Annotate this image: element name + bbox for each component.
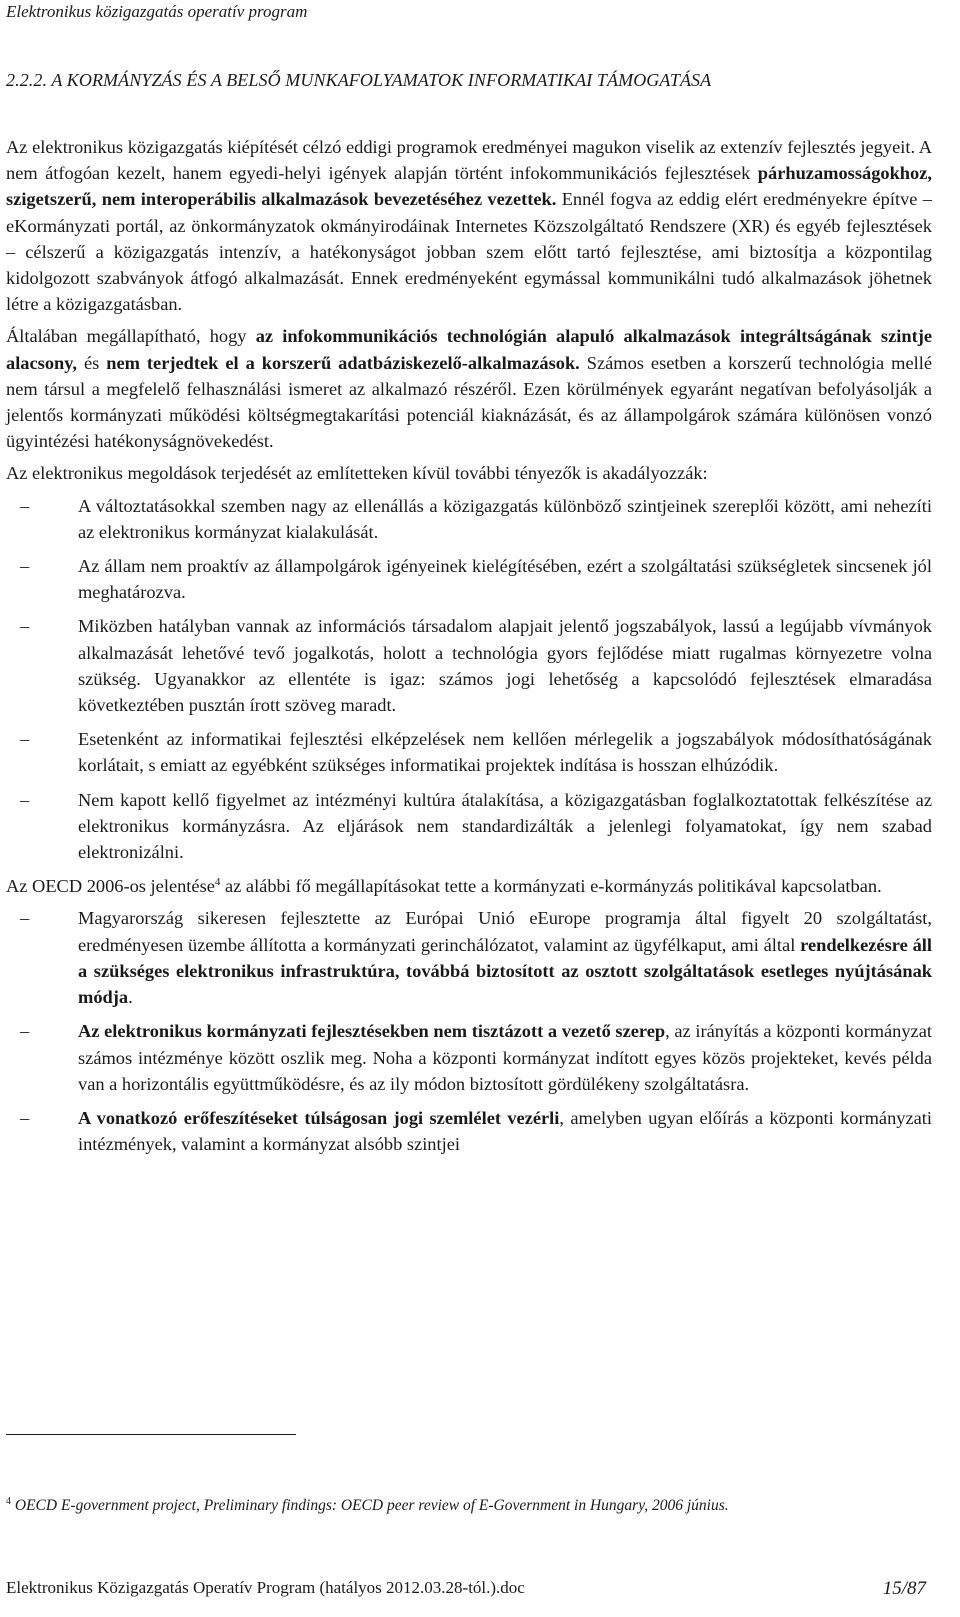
text-run: Az elektronikus közigazgatás kiépítését célzó eddigi programok eredményei magukon viselik az extenzív fejlesztés jegyeit. A nem átfogóan kezelt, hanem egyedi-helyi igények alapján történt infokommunikációs fejlesztések <box>6 137 932 184</box>
list-item-text: Miközben hatályban vannak az információs társadalom alapjait jelentő jogszabályok, lassú a legújabb vívmányok alkalmazását lehetővé tevő jogalkotás, holott a technológia gyors fejlődése miatt rugalmas környezetre volna szükség. Ugyanakkor az ellentéte is igaz: számos jogi lehetőség a kapcsolódó fejlesztések elmaradása következtében pusztán írott szöveg maradt. <box>78 616 932 716</box>
list-item <box>6 1105 932 1157</box>
paragraph-4 <box>6 873 932 899</box>
dash-bullet: – <box>20 908 30 929</box>
emphasis-run: az infokommunikációs technológián alapuló alkalmazások integráltságának szintje alacsony, <box>6 326 932 373</box>
text-run: Ennél fogva az eddig elért eredményekre építve – eKormányzati portál, az önkormányzatok okmányirodáinak Internetes Közszolgáltató Rendszere (XR) és egyéb fejlesztések – célszerű a közigazgatás intenzív, a hatékonyságot jobban szem előtt tartó fejlesztése, ami biztosítja a központilag kidolgozott szabványok átfogó alkalmazását. Ennek eredményeként egymással kommunikálni tudó alkalmazások jöhetnek létre a közigazgatásban. <box>6 189 932 315</box>
body-text <box>6 134 932 1165</box>
dash-bullet: – <box>20 495 30 516</box>
text-run: . <box>128 987 133 1008</box>
footnote-text: OECD E-government project, Preliminary findings: OECD peer review of E-Government in Hungary, 2006 június. <box>11 1497 729 1514</box>
section-heading: 2.2.2. A KORMÁNYZÁS ÉS A BELSŐ MUNKAFOLYAMATOK INFORMATIKAI TÁMOGATÁSA <box>6 70 712 90</box>
list-item <box>6 905 932 1010</box>
footnote-number: 4 <box>6 1495 11 1507</box>
list-item-text: A változtatásokkal szemben nagy az ellenállás a közigazgatás különböző szintjeinek szereplői között, ami nehezíti az elektronikus kormányzat kialakulását. <box>78 495 932 542</box>
footnote-separator <box>6 1434 296 1435</box>
emphasis-run: rendelkezésre áll a szükséges elektronikus infrastruktúra, továbbá biztosított az osztott szolgáltatások esetleges nyújtásának módja <box>78 934 932 1008</box>
list-item <box>6 553 932 605</box>
text-run: , amelyben ugyan előírás a központi kormányzati intézmények, valamint a kormányzat alsóbb szintjei <box>78 1107 933 1155</box>
text-run: Általában megállapítható, hogy <box>6 326 256 347</box>
page-number: 15/87 <box>882 1578 926 1599</box>
obstacles-list <box>6 493 932 866</box>
list-item-text: Nem kapott kellő figyelmet az intézményi kultúra átalakítása, a közigazgatásban foglalkoztatottak felkészítése az elektronikus kormányzásra. Az eljárások nem standardizálták a jelenlegi folyamatokat, így nem szabad elektronizálni. <box>78 789 932 863</box>
dash-bullet: – <box>20 789 30 810</box>
text-run: az alábbi fő megállapításokat tette a kormányzati e-kormányzás politikával kapcsolatban. <box>220 876 882 897</box>
paragraph-2 <box>6 323 932 454</box>
footnote-ref[interactable]: 4 <box>214 876 221 889</box>
text-run: , az irányítás a központi kormányzat számos intézménye között oszlik meg. Noha a központi kormányzat indított egyes közös projekteket, kevés példa van a horizontális együttműködésre, és az ily módon biztosított gördülékeny szolgáltatásra. <box>78 1021 932 1094</box>
emphasis-run: párhuzamosságokhoz, szigetszerű, nem interoperábilis alkalmazások bevezetéséhez vezettek. <box>6 163 932 210</box>
paragraph-3: Az elektronikus megoldások terjedését az említetteken kívül további tényezők is akadályozzák: <box>6 463 708 484</box>
oecd-findings-list <box>6 905 932 1157</box>
text-run: Az OECD 2006-os jelentése <box>6 876 215 897</box>
list-item-text: Esetenként az informatikai fejlesztési elképzelések nem kellően mérlegelik a jogszabályok módosíthatóságának korlátait, s emiatt az egyébként szükséges informatikai projektek indítása is hosszan elhúzódik. <box>78 729 932 776</box>
text-run: Magyarország sikeresen fejlesztette az Európai Unió eEurope programja által figyelt 20 szolgáltatást, eredményesen üzembe állította a kormányzati gerinchálózatot, valamint az ügyfélkaput, ami által <box>78 908 932 955</box>
dash-bullet: – <box>20 616 30 637</box>
list-item <box>6 787 932 866</box>
text-run: Számos esetben a korszerű technológia mellé nem társul a megfelelő felhasználási ismeret az alkalmazó részéről. Ezen körülmények egyaránt negatívan befolyásolják a jelentős kormányzati működési költségmegtakarítási potenciál kiaknázását, és az állampolgárok számára különösen vonzó ügyintézési hatékonyságnövekedést. <box>6 352 933 452</box>
list-item <box>6 1018 932 1097</box>
footnote <box>6 1497 729 1515</box>
list-item <box>6 613 932 718</box>
list-item <box>6 493 932 545</box>
running-header: Elektronikus közigazgatás operatív program <box>6 2 308 21</box>
emphasis-run: A vonatkozó erőfeszítéseket túlságosan jogi szemlélet vezérli <box>78 1107 560 1128</box>
footer-filename: Elektronikus Közigazgatás Operatív Program (hatályos 2012.03.28-tól.).doc <box>6 1578 525 1597</box>
emphasis-run: nem terjedtek el a korszerű adatbáziskezelő-alkalmazások. <box>106 352 580 373</box>
emphasis-run: Az elektronikus kormányzati fejlesztésekben nem tisztázott a vezető szerep <box>78 1021 666 1042</box>
dash-bullet: – <box>20 1021 30 1042</box>
dash-bullet: – <box>20 556 30 577</box>
dash-bullet: – <box>20 729 30 750</box>
text-run: és <box>77 352 107 373</box>
list-item-text: Az állam nem proaktív az állampolgárok igényeinek kielégítésében, ezért a szolgáltatási szükségletek sincsenek jól meghatározva. <box>78 556 932 603</box>
dash-bullet: – <box>20 1107 30 1128</box>
list-item <box>6 726 932 778</box>
paragraph-1 <box>6 134 932 317</box>
